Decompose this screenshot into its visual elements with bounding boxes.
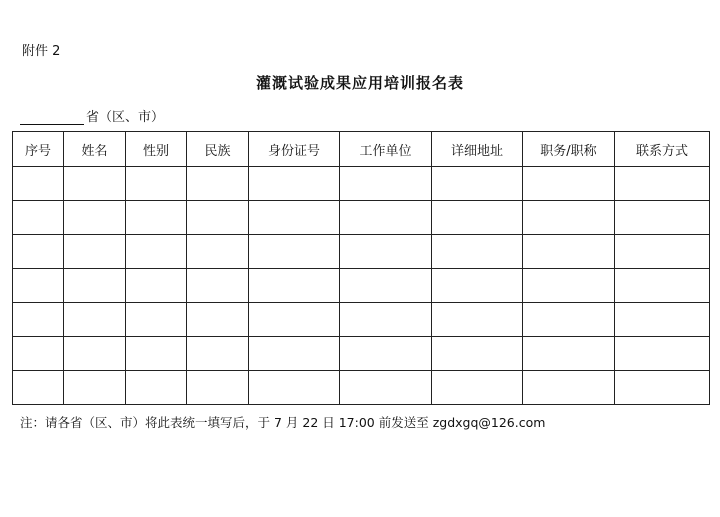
header-address: 详细地址: [432, 132, 523, 167]
header-position-title: 职务/职称: [523, 132, 615, 167]
header-serial-number: 序号: [13, 132, 64, 167]
table-cell[interactable]: [523, 201, 615, 235]
table-cell[interactable]: [249, 269, 340, 303]
table-cell[interactable]: [432, 167, 523, 201]
table-cell[interactable]: [249, 235, 340, 269]
table-cell[interactable]: [64, 201, 126, 235]
attachment-label: 附件 2: [22, 44, 61, 59]
table-cell[interactable]: [13, 337, 64, 371]
table-cell[interactable]: [432, 337, 523, 371]
table-row: [13, 235, 710, 269]
table-cell[interactable]: [126, 201, 187, 235]
table-row: [13, 167, 710, 201]
table-cell[interactable]: [187, 269, 249, 303]
province-line: [20, 106, 164, 125]
table-cell[interactable]: [13, 167, 64, 201]
table-cell[interactable]: [432, 303, 523, 337]
table-cell[interactable]: [249, 337, 340, 371]
table-cell[interactable]: [523, 303, 615, 337]
table-cell[interactable]: [126, 303, 187, 337]
table-cell[interactable]: [126, 269, 187, 303]
table-cell[interactable]: [13, 303, 64, 337]
table-cell[interactable]: [615, 303, 710, 337]
table-cell[interactable]: [64, 371, 126, 405]
table-cell[interactable]: [340, 303, 432, 337]
table-cell[interactable]: [340, 167, 432, 201]
table-cell[interactable]: [64, 337, 126, 371]
registration-table: [12, 131, 710, 405]
table-cell[interactable]: [126, 371, 187, 405]
table-cell[interactable]: [126, 167, 187, 201]
table-cell[interactable]: [615, 269, 710, 303]
header-id-number: 身份证号: [249, 132, 340, 167]
table-cell[interactable]: [432, 201, 523, 235]
table-cell[interactable]: [13, 201, 64, 235]
table-cell[interactable]: [126, 337, 187, 371]
table-cell[interactable]: [249, 167, 340, 201]
table-cell[interactable]: [432, 235, 523, 269]
table-cell[interactable]: [432, 269, 523, 303]
table-cell[interactable]: [523, 269, 615, 303]
table-cell[interactable]: [523, 371, 615, 405]
table-row: [13, 303, 710, 337]
table-cell[interactable]: [615, 167, 710, 201]
table-row: [13, 337, 710, 371]
table-cell[interactable]: [340, 269, 432, 303]
page-title: 灌溉试验成果应用培训报名表: [255, 74, 464, 92]
table-cell[interactable]: [187, 337, 249, 371]
table-cell[interactable]: [249, 371, 340, 405]
table-cell[interactable]: [432, 371, 523, 405]
header-work-unit: 工作单位: [340, 132, 432, 167]
header-ethnicity: 民族: [187, 132, 249, 167]
table-cell[interactable]: [340, 235, 432, 269]
table-cell[interactable]: [13, 371, 64, 405]
table-cell[interactable]: [126, 235, 187, 269]
table-cell[interactable]: [64, 269, 126, 303]
table-cell[interactable]: [187, 201, 249, 235]
table-header-row: [13, 132, 710, 167]
table-row: [13, 269, 710, 303]
table-cell[interactable]: [615, 201, 710, 235]
table-cell[interactable]: [615, 371, 710, 405]
table-body: [13, 167, 710, 405]
table-cell[interactable]: [523, 235, 615, 269]
table-cell[interactable]: [187, 371, 249, 405]
table-cell[interactable]: [249, 303, 340, 337]
table-cell[interactable]: [64, 167, 126, 201]
header-name: 姓名: [64, 132, 126, 167]
table-cell[interactable]: [340, 337, 432, 371]
table-cell[interactable]: [340, 201, 432, 235]
province-label: 省（区、市）: [86, 110, 165, 125]
submission-note: 注：请各省（区、市）将此表统一填写后，于 7 月 22 日 17:00 前发送至 zgdxgq@126.com: [20, 415, 546, 430]
header-gender: 性别: [126, 132, 187, 167]
table-cell[interactable]: [13, 269, 64, 303]
province-blank-field[interactable]: [20, 111, 84, 125]
table-cell[interactable]: [187, 167, 249, 201]
table-cell[interactable]: [64, 303, 126, 337]
header-contact: 联系方式: [615, 132, 710, 167]
table-cell[interactable]: [523, 337, 615, 371]
table-cell[interactable]: [523, 167, 615, 201]
table-cell[interactable]: [64, 235, 126, 269]
table-cell[interactable]: [340, 371, 432, 405]
table-cell[interactable]: [615, 337, 710, 371]
table-row: [13, 201, 710, 235]
table-cell[interactable]: [187, 235, 249, 269]
table-cell[interactable]: [249, 201, 340, 235]
table-cell[interactable]: [187, 303, 249, 337]
table-row: [13, 371, 710, 405]
table-cell[interactable]: [615, 235, 710, 269]
table-cell[interactable]: [13, 235, 64, 269]
